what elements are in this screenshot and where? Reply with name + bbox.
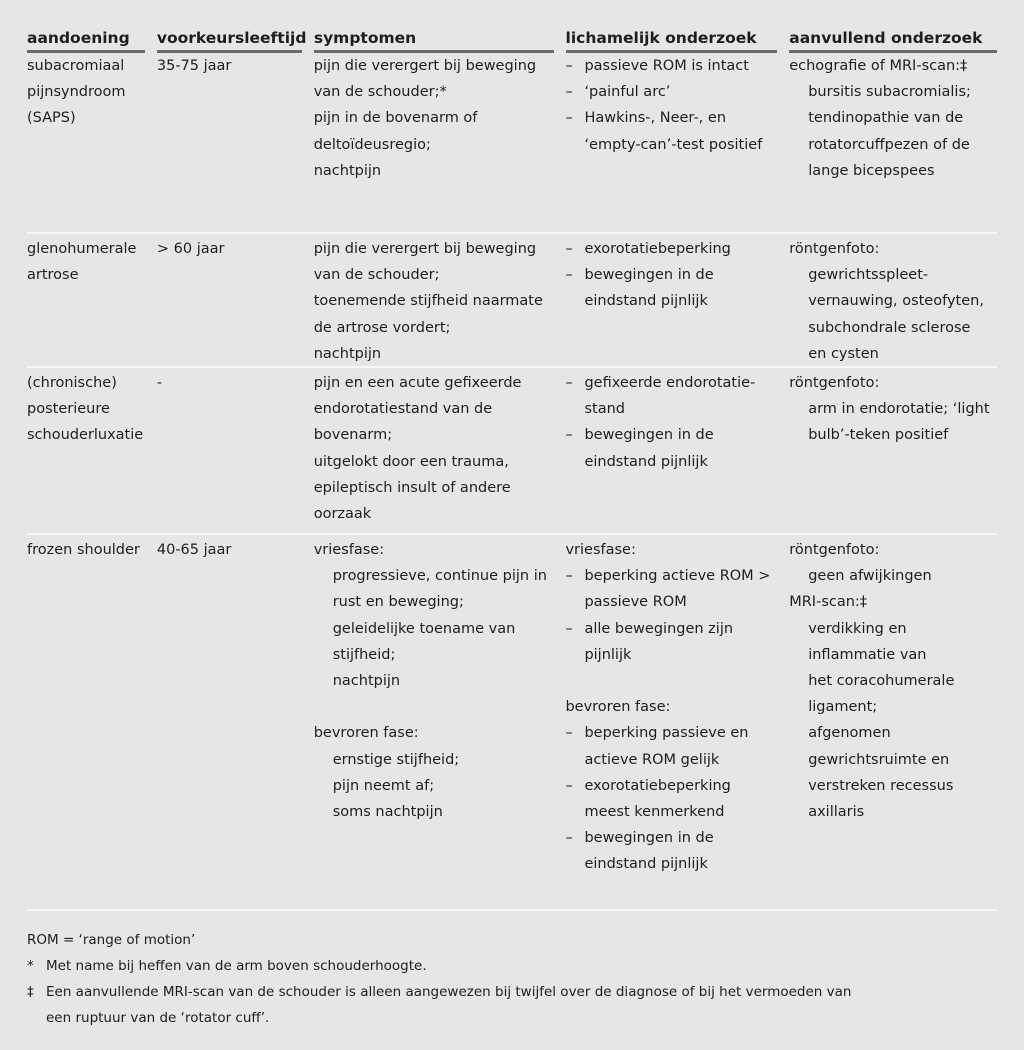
- cell-condition: [27, 51, 145, 232]
- cell-physical-exam: [565, 51, 777, 232]
- table-row: [27, 368, 997, 535]
- text-line: pijn die verergert bij beweging: [313, 241, 537, 257]
- text-line: meest kenmerkend: [584, 804, 725, 821]
- condition-line: posterieure: [27, 401, 110, 418]
- footnote-rom: ROM = ‘range of motion’: [27, 932, 196, 948]
- text-line: geleidelijke toename van: [332, 620, 516, 637]
- cell-physical-exam: [565, 234, 777, 366]
- text-line: bulb’-teken positief: [808, 427, 949, 444]
- table-row: [27, 535, 997, 911]
- condition-line: schouderluxatie: [27, 427, 144, 444]
- text-line: pijn neemt af;: [332, 777, 435, 794]
- text-line: afgenomen: [808, 725, 891, 742]
- text-line: pijn en een acute gefixeerde: [313, 375, 522, 391]
- footnote-star-symbol: *: [27, 958, 34, 974]
- text-line: verstreken recessus: [808, 777, 954, 794]
- text-line: endorotatiestand van de: [313, 401, 493, 418]
- table-body: [27, 51, 997, 911]
- text-line: ernstige stijfheid;: [332, 751, 460, 768]
- condition-line: pijnsyndroom: [27, 84, 126, 101]
- text-line: nachtpijn: [332, 673, 401, 690]
- text-line: verdikking en: [808, 620, 907, 637]
- text-line: pijnlijk: [584, 646, 632, 663]
- text-line: soms nachtpijn: [332, 804, 443, 821]
- header-aandoening: aandoening: [27, 27, 145, 53]
- table-row: [27, 51, 997, 234]
- bullet-item: – Hawkins-, Neer-, en: [565, 105, 777, 131]
- cell-age: [157, 368, 302, 533]
- bullet-item: – passieve ROM is intact: [565, 53, 777, 79]
- text-line: bovenarm;: [313, 427, 393, 444]
- text-line: röntgenfoto:: [789, 241, 880, 257]
- cell-condition: [27, 234, 145, 366]
- footnote-dagger-text: Een aanvullende MRI-scan van de schouder is alleen aangewezen bij twijfel over de diagnose of bij het vermoeden van: [46, 984, 852, 1000]
- text-line: stijfheid;: [332, 646, 396, 663]
- text-line: inflammatie van: [808, 646, 927, 663]
- cell-additional-exam: [789, 535, 997, 909]
- condition-line: (chronische): [27, 375, 117, 391]
- age-value: 35-75 jaar: [156, 58, 232, 74]
- text-line: eindstand pijnlijk: [584, 453, 708, 470]
- text-line: eindstand pijnlijk: [584, 293, 708, 310]
- text-line: progressieve, continue pijn in: [332, 568, 547, 585]
- spacer: [565, 668, 777, 694]
- footnote-dagger-text-cont: een ruptuur van de ‘rotator cuff’.: [46, 1010, 270, 1026]
- condition-line: (SAPS): [27, 110, 76, 127]
- condition-line: glenohumerale: [27, 241, 137, 257]
- text-line: rust en beweging;: [332, 594, 464, 611]
- cell-age: [157, 234, 302, 366]
- cell-additional-exam: [789, 234, 997, 366]
- table-row: [27, 234, 997, 368]
- header-lichamelijk-onderzoek: lichamelijk onderzoek: [566, 27, 778, 53]
- text-line: actieve ROM gelijk: [584, 751, 720, 768]
- text-line: deltoïdeusregio;: [313, 136, 431, 153]
- age-value: -: [156, 375, 163, 391]
- table-header: [27, 27, 997, 51]
- text-line: arm in endorotatie; ‘light: [808, 401, 990, 418]
- text-line: de artrose vordert;: [313, 319, 451, 336]
- cell-symptoms: [314, 368, 554, 533]
- text-line: röntgenfoto:: [789, 375, 880, 391]
- footnote-star-text: Met name bij heffen van de arm boven schouderhoogte.: [46, 958, 427, 974]
- cell-symptoms: [314, 234, 554, 366]
- text-line: epileptisch insult of andere: [313, 479, 511, 496]
- text-line: ‘empty-can’-test positief: [584, 136, 763, 153]
- text-line: van de schouder;*: [313, 84, 447, 101]
- bullet-item: – beperking passieve en: [565, 720, 777, 746]
- text-line: tendinopathie van de: [808, 110, 964, 127]
- table-footnotes: [27, 927, 851, 1031]
- cell-additional-exam: [789, 368, 997, 533]
- text-line: subchondrale sclerose: [808, 319, 971, 336]
- text-line: vernauwing, osteofyten,: [808, 293, 984, 310]
- cell-symptoms: [314, 51, 554, 232]
- text-line: stand: [584, 401, 625, 418]
- text-line: echografie of MRI-scan:‡: [789, 58, 968, 74]
- cell-physical-exam: [565, 535, 777, 909]
- spacer: [314, 694, 554, 720]
- bullet-item: – bewegingen in de: [565, 262, 777, 288]
- text-line: nachtpijn: [313, 162, 382, 179]
- shoulder-conditions-table: [27, 27, 997, 911]
- condition-line: subacromiaal: [27, 58, 125, 74]
- text-line: uitgelokt door een trauma,: [313, 453, 509, 470]
- text-line: lange bicepspees: [808, 162, 935, 179]
- text-line: eindstand pijnlijk: [584, 856, 708, 873]
- cell-symptoms: [314, 535, 554, 909]
- condition-line: artrose: [27, 267, 79, 284]
- text-line: bevroren fase:: [313, 725, 419, 742]
- footnote-dagger-symbol: ‡: [27, 984, 34, 1000]
- bullet-item: – gefixeerde endorotatie-: [565, 370, 777, 396]
- cell-condition: [27, 368, 145, 533]
- text-line: van de schouder;: [313, 267, 440, 284]
- text-line: pijn die verergert bij beweging: [313, 58, 537, 74]
- header-voorkeursleeftijd: voorkeursleeftijd: [157, 27, 302, 53]
- text-line: het coracohumerale: [808, 673, 955, 690]
- cell-additional-exam: [789, 51, 997, 232]
- bullet-item: – bewegingen in de: [565, 422, 777, 448]
- text-line: axillaris: [808, 804, 865, 821]
- text-line: geen afwijkingen: [808, 568, 932, 585]
- bullet-item: – beperking actieve ROM >: [565, 563, 777, 589]
- text-line: pijn in de bovenarm of: [313, 110, 478, 127]
- text-line: gewrichtsruimte en: [808, 751, 950, 768]
- bullet-item: – exorotatiebeperking: [565, 236, 777, 262]
- text-line: en cysten: [808, 345, 879, 362]
- cell-condition: [27, 535, 145, 909]
- bullet-item: – bewegingen in de: [565, 825, 777, 851]
- text-line: bursitis subacromialis;: [808, 84, 971, 101]
- text-line: nachtpijn: [313, 345, 382, 362]
- text-line: vriesfase:: [313, 542, 385, 558]
- header-aanvullend-onderzoek: aanvullend onderzoek: [789, 27, 997, 53]
- cell-physical-exam: [565, 368, 777, 533]
- condition-line: frozen shoulder: [27, 542, 140, 558]
- bullet-item: – ‘painful arc’: [565, 79, 777, 105]
- text-line: vriesfase:: [565, 542, 636, 558]
- text-line: oorzaak: [313, 506, 372, 523]
- bullet-item: – alle bewegingen zijn: [565, 616, 777, 642]
- age-value: 40-65 jaar: [156, 542, 232, 558]
- cell-age: [157, 51, 302, 232]
- bullet-item: – exorotatiebeperking: [565, 773, 777, 799]
- cell-age: [157, 535, 302, 909]
- text-line: röntgenfoto:: [789, 542, 880, 558]
- header-symptomen: symptomen: [314, 27, 554, 53]
- footnote-dagger: [27, 979, 851, 1031]
- text-line: bevroren fase:: [565, 699, 671, 716]
- text-line: MRI-scan:‡: [789, 594, 868, 611]
- footnote-star: [27, 953, 851, 979]
- text-line: toenemende stijfheid naarmate: [313, 293, 543, 310]
- text-line: rotatorcuffpezen of de: [808, 136, 970, 153]
- text-line: ligament;: [808, 699, 878, 716]
- text-line: passieve ROM: [584, 594, 687, 611]
- age-value: > 60 jaar: [156, 241, 225, 257]
- text-line: gewrichtsspleet-: [808, 267, 929, 284]
